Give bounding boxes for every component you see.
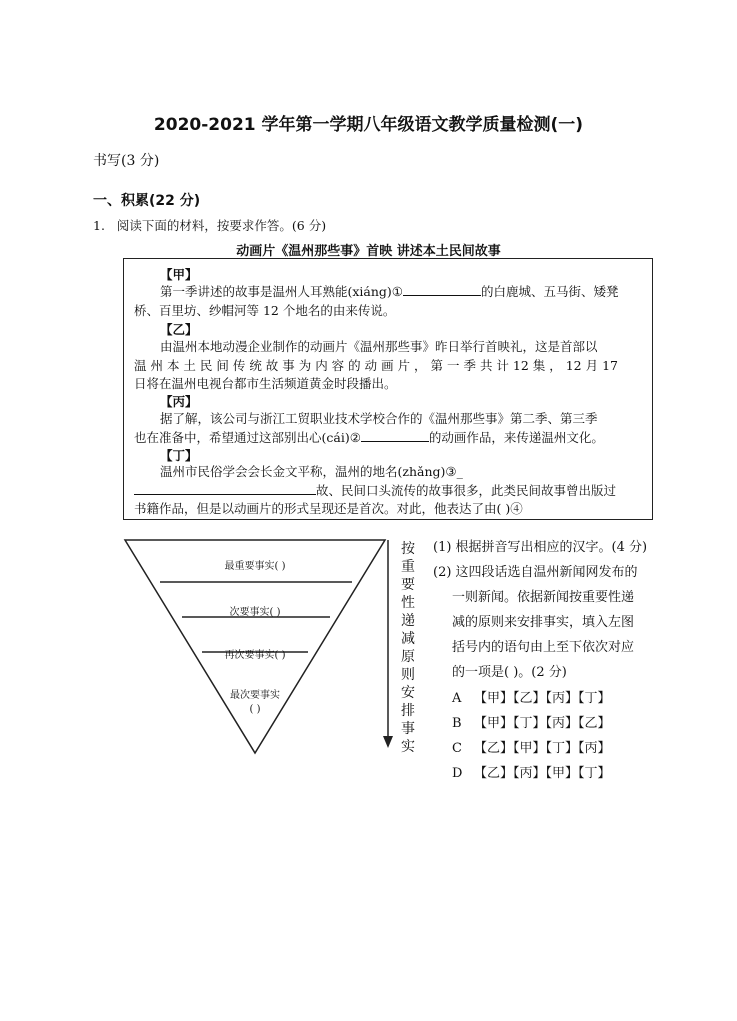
- option-b[interactable]: [452, 712, 611, 731]
- answer-blank-2[interactable]: [361, 429, 429, 442]
- sub-question-2-line-5: 的一项是( )。(2 分): [452, 665, 567, 680]
- answer-blank-1[interactable]: [403, 283, 481, 296]
- sub-question-2-line-3: 减的原则来安排事实，填入左图: [452, 615, 635, 630]
- arrow-caption-char: 按: [401, 541, 415, 557]
- option-letter: D: [452, 766, 463, 781]
- sub-question-2-line-2: 一则新闻。依据新闻按重要性递: [452, 590, 635, 605]
- ding-line-3: 书籍作品，但是以动画片的形式呈现还是首次。对此，他表达了由( )④: [134, 501, 523, 516]
- option-a[interactable]: [452, 687, 611, 706]
- option-text: 【甲】【丁】【丙】【乙】: [474, 716, 611, 731]
- section-writing: 书写(3 分): [93, 153, 160, 169]
- jia-text-b: 的白鹿城、五马街、矮凳: [481, 284, 619, 299]
- arrow-caption-char: 减: [401, 631, 415, 647]
- arrow-caption-char: 事: [401, 721, 415, 737]
- ding-line-1: 温州市民俗学会会长金文平称，温州的地名(zhǎng)③_: [160, 464, 463, 479]
- jia-text-a: 第一季讲述的故事是温州人耳熟能(xiáng)①: [160, 284, 404, 299]
- bing-line-2: [134, 428, 604, 446]
- material-box: [123, 258, 653, 520]
- bing-line-1: 据了解，该公司与浙江工贸职业技术学校合作的《温州那些事》第二季、第三季: [160, 411, 598, 426]
- option-letter: A: [452, 691, 462, 706]
- yi-line-3: 日将在温州电视台都市生活频道黄金时段播出。: [134, 376, 397, 391]
- pyramid-label-4-paren: ( ): [249, 704, 261, 715]
- jia-line-2: 桥、百里坊、纱帽河等 12 个地名的由来传说。: [134, 303, 396, 318]
- question-number: 1.: [93, 218, 105, 233]
- tag-bing: 【丙】: [160, 394, 198, 409]
- option-letter: C: [452, 741, 462, 756]
- arrow-caption-char: 重: [401, 559, 415, 575]
- tag-yi: 【乙】: [160, 322, 198, 337]
- yi-line-2: 温 州 本 土 民 间 传 统 故 事 为 内 容 的 动 画 片 ， 第 一 季 共 计 12 集 ， 12 月 17: [134, 358, 618, 373]
- ding-line-2: [134, 481, 616, 499]
- option-letter: B: [452, 716, 462, 731]
- pyramid-label-1: 最重要事实( ): [224, 561, 286, 572]
- news-headline: 动画片《温州那些事》首映 讲述本土民间故事: [236, 244, 501, 259]
- question-1: [93, 216, 326, 234]
- sub-question-2-line-4: 括号内的语句由上至下依次对应: [452, 640, 635, 655]
- option-d[interactable]: [452, 762, 611, 781]
- bing-text-b: 的动画作品，来传递温州文化。: [428, 430, 604, 445]
- arrow-caption-char: 安: [401, 685, 415, 701]
- pyramid-label-3: 再次要事实( ): [224, 650, 286, 661]
- page-title: 2020-2021 学年第一学期八年级语文教学质量检测(一): [153, 115, 584, 135]
- bing-text-a: 也在准备中，希望通过这部别出心(cái)②: [134, 430, 361, 445]
- answer-blank-3[interactable]: [134, 482, 316, 495]
- arrow-caption-char: 则: [401, 667, 415, 683]
- option-text: 【乙】【丙】【甲】【丁】: [474, 766, 611, 781]
- arrow-caption-char: 性: [401, 595, 415, 611]
- arrow-caption-char: 要: [401, 577, 415, 593]
- arrow-caption-char: 实: [401, 739, 415, 755]
- sub-question-1: (1) 根据拼音写出相应的汉字。(4 分): [433, 540, 648, 555]
- tag-ding: 【丁】: [160, 448, 198, 463]
- question-text: 阅读下面的材料，按要求作答。(6 分): [116, 218, 327, 233]
- yi-line-1: 由温州本地动漫企业制作的动画片《温州那些事》昨日举行首映礼，这是首部以: [160, 339, 598, 354]
- sub-question-2-line-1: (2) 这四段话选自温州新闻网发布的: [433, 565, 638, 580]
- arrow-caption: [398, 540, 418, 756]
- section-one-heading: 一、积累(22 分): [93, 193, 201, 209]
- arrow-caption-char: 递: [401, 613, 415, 629]
- option-c[interactable]: [452, 737, 611, 756]
- jia-line-1: [160, 282, 619, 300]
- arrow-caption-char: 排: [401, 703, 415, 719]
- tag-jia: 【甲】: [160, 267, 198, 282]
- down-arrow-icon: [380, 540, 396, 750]
- option-text: 【甲】【乙】【丙】【丁】: [474, 691, 611, 706]
- ding-text-b: 故、民间口头流传的故事很多，此类民间故事曾出版过: [316, 483, 617, 498]
- arrow-caption-char: 原: [401, 649, 415, 665]
- pyramid-label-4: 最次要事实: [230, 690, 280, 701]
- option-text: 【乙】【甲】【丁】【丙】: [474, 741, 611, 756]
- pyramid-label-2: 次要事实( ): [229, 607, 281, 618]
